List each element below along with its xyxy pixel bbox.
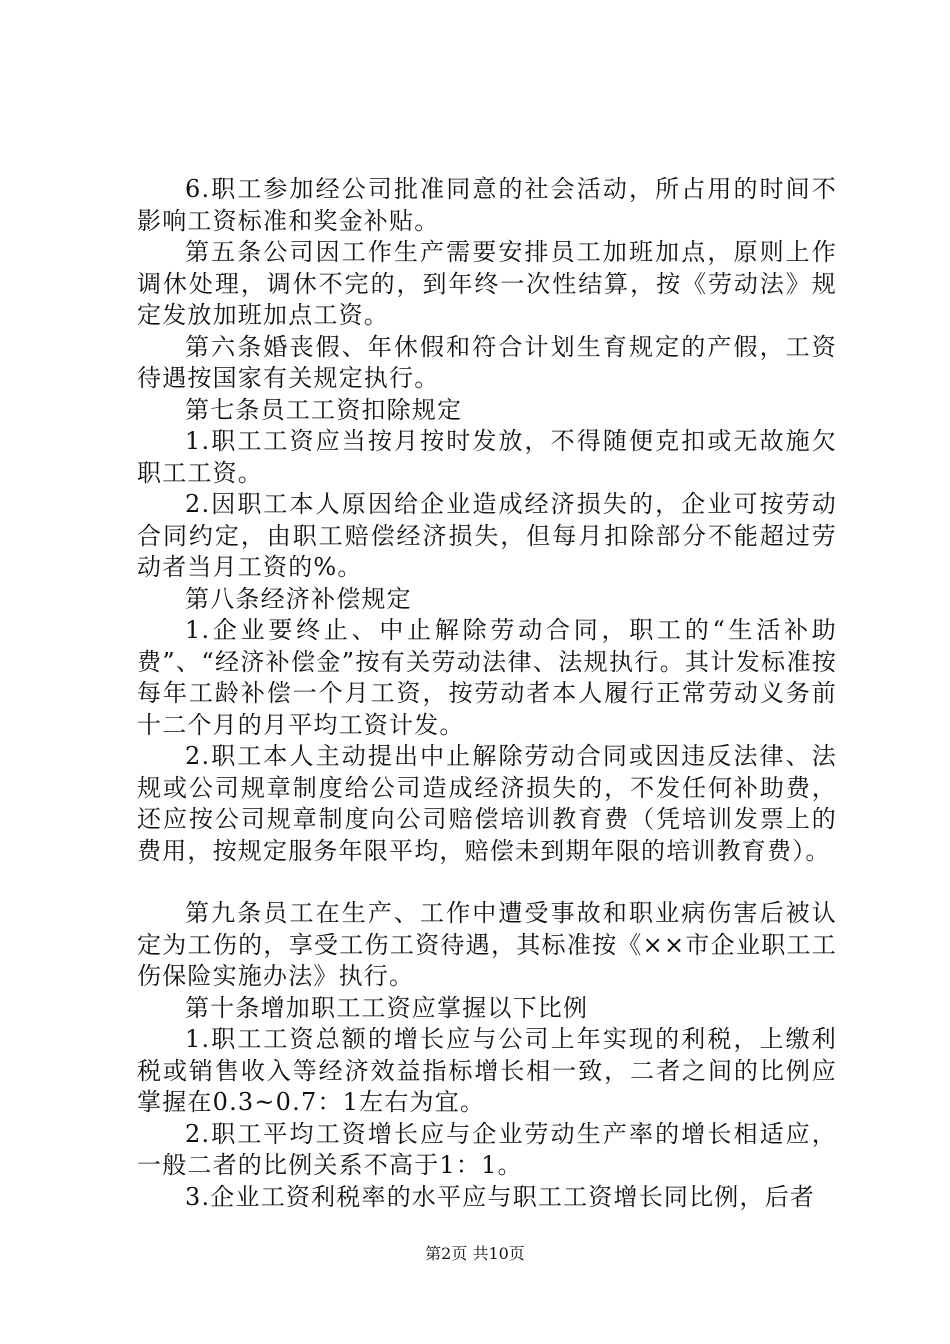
paragraph-article-10-item-2: 2.职工平均工资增长应与企业劳动生产率的增长相适应，一般二者的比例关系不高于1：1。 bbox=[137, 1119, 837, 1179]
heading-article-10: 第十条增加职工工资应掌握以下比例 bbox=[185, 993, 589, 1022]
paragraph-article-7-item-1: 1.职工工资应当按月按时发放，不得随便克扣或无故施欠职工工资。 bbox=[137, 427, 837, 487]
paragraph-article-10-item-3: 3.企业工资利税率的水平应与职工工资增长同比例，后者 bbox=[185, 1182, 816, 1211]
heading-article-8: 第八条经济补偿规定 bbox=[185, 584, 412, 613]
document-body bbox=[137, 174, 837, 1213]
heading-article-7: 第七条员工工资扣除规定 bbox=[185, 395, 463, 424]
paragraph-article-8-item-1: 1.企业要终止、中止解除劳动合同，职工的“生活补助费”、“经济补偿金”按有关劳动法律、法规执行。其计发标准按每年工龄补偿一个月工资，按劳动者本人履行正常劳动义务前十二个月的月平均工资计发。 bbox=[137, 616, 837, 739]
page-footer: 第2页 共10页 bbox=[425, 1244, 525, 1263]
paragraph-article-5: 第五条公司因工作生产需要安排员工加班加点，原则上作调休处理，调休不完的，到年终一次性结算，按《劳动法》规定发放加班加点工资。 bbox=[137, 238, 837, 329]
paragraph-article-10-item-1: 1.职工工资总额的增长应与公司上年实现的利税，上缴利税或销售收入等经济效益指标增长相一致，二者之间的比例应掌握在0.3~0.7：1左右为宜。 bbox=[137, 1025, 837, 1116]
paragraph-article-8-item-2: 2.职工本人主动提出中止解除劳动合同或因违反法律、法规或公司规章制度给公司造成经济损失的，不发任何补助费，还应按公司规章制度向公司赔偿培训教育费（凭培训发票上的费用，按规定服务年限平均，赔偿未到期年限的培训教育费）。 bbox=[137, 742, 837, 865]
paragraph-article-6: 第六条婚丧假、年休假和符合计划生育规定的产假，工资待遇按国家有关规定执行。 bbox=[137, 332, 837, 392]
paragraph-item-6: 6.职工参加经公司批准同意的社会活动，所占用的时间不影响工资标准和奖金补贴。 bbox=[137, 175, 837, 235]
paragraph-article-7-item-2: 2.因职工本人原因给企业造成经济损失的，企业可按劳动合同约定，由职工赔偿经济损失，但每月扣除部分不能超过劳动者当月工资的%。 bbox=[137, 490, 837, 581]
paragraph-article-9: 第九条员工在生产、工作中遭受事故和职业病伤害后被认定为工伤的，享受工伤工资待遇，其标准按《××市企业职工工伤保险实施办法》执行。 bbox=[137, 899, 837, 990]
